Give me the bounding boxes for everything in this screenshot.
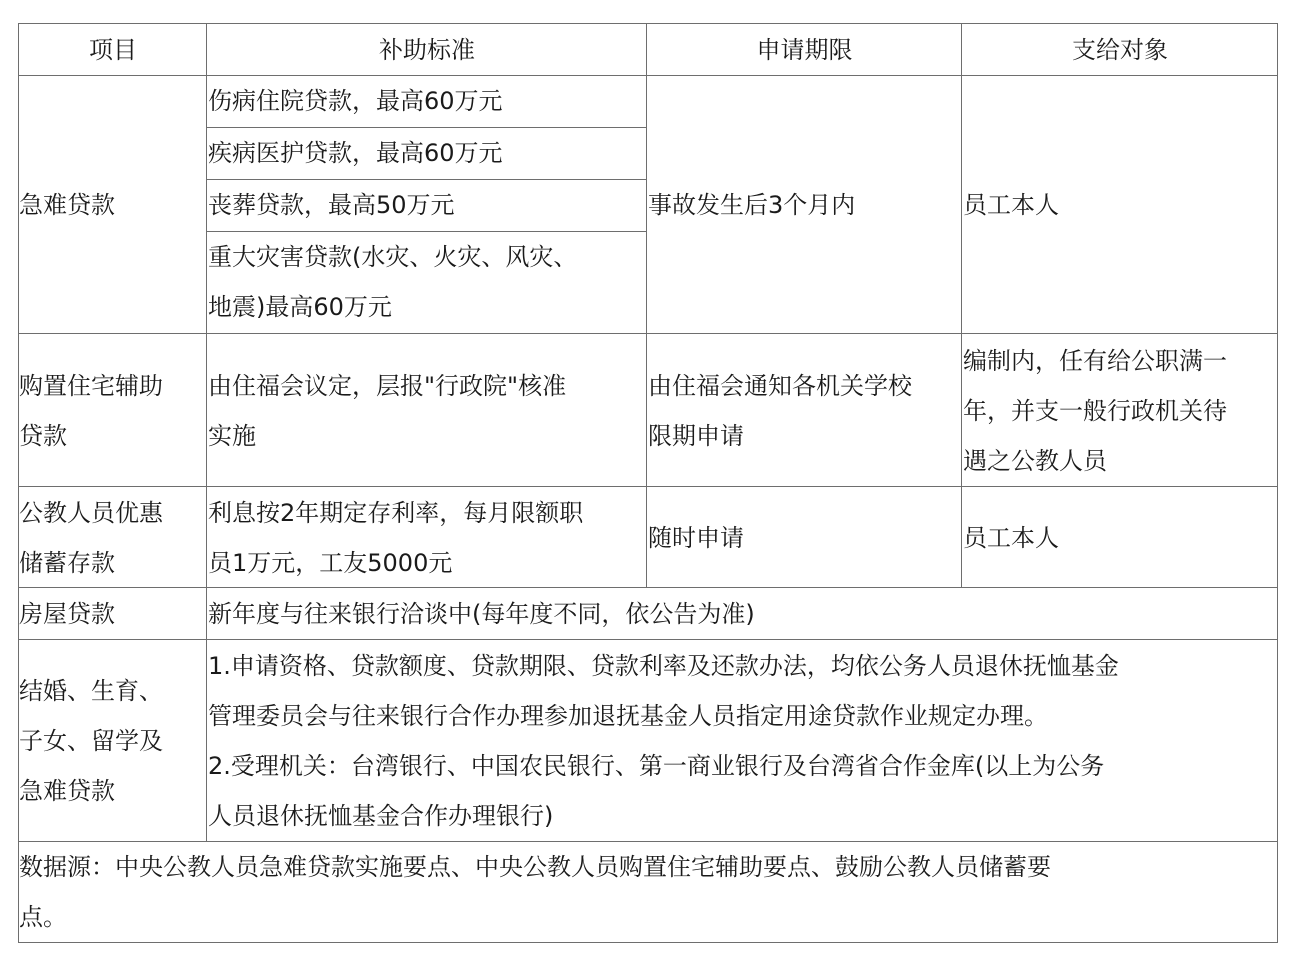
row-emergency-item [19, 76, 207, 334]
grid-line [207, 179, 647, 180]
cell-text: 员工本人 [963, 191, 1059, 219]
cell-text: 丧葬贷款，最高50万元 [208, 191, 455, 219]
cell-text: 重大灾害贷款(水灾、火灾、风灾、 [208, 243, 578, 271]
grid-line [19, 841, 1277, 842]
header-item [19, 24, 207, 76]
grid-line [207, 231, 647, 232]
cell-text: 限期申请 [648, 421, 744, 450]
header-recipient-label: 支给对象 [1072, 36, 1168, 64]
row-house-loan-item [19, 588, 207, 640]
row-housing-purchase-period [648, 334, 962, 487]
cell-text: 2.受理机关：台湾银行、中国农民银行、第一商业银行及台湾省合作金库(以上为公务 [208, 752, 1105, 780]
grid-line [206, 24, 207, 842]
header-recipient [962, 24, 1278, 76]
row-savings-period [648, 487, 962, 588]
cell-text: 员工本人 [963, 523, 1059, 552]
cell-text: 遇之公教人员 [963, 446, 1107, 475]
cell-text: 新年度与往来银行洽谈中(每年度不同，依公告为准) [208, 600, 755, 628]
cell-text: 人员退休抚恤基金合作办理银行) [208, 802, 554, 830]
cell-text: 购置住宅辅助 [19, 371, 163, 400]
row-marriage-item [19, 640, 207, 842]
cell-text: 贷款 [19, 421, 67, 450]
row-marriage-standard [208, 640, 1277, 842]
cell-text: 疾病医护贷款，最高60万元 [208, 139, 503, 167]
cell-text: 事故发生后3个月内 [648, 191, 856, 219]
cell-text: 年，并支一般行政机关待 [963, 396, 1227, 425]
cell-text: 1.申请资格、贷款额度、贷款期限、贷款利率及还款办法，均依公务人员退休抚恤基金 [208, 652, 1119, 680]
grid-line [19, 486, 1277, 487]
cell-text: 点。 [19, 903, 67, 931]
cell-text: 数据源：中央公教人员急难贷款实施要点、中央公教人员购置住宅辅助要点、鼓励公教人员储蓄要 [19, 853, 1051, 881]
row-savings-standard [208, 487, 647, 588]
row-emergency-period [648, 76, 962, 334]
row-emergency-recipient [963, 76, 1277, 334]
grid-line [646, 24, 647, 588]
header-period-label: 申请期限 [756, 36, 853, 64]
cell-text: 编制内，任有给公职满一 [963, 346, 1227, 375]
cell-text: 实施 [208, 421, 256, 450]
grid-line [19, 639, 1277, 640]
header-period [647, 24, 962, 76]
cell-text: 急难贷款 [19, 191, 115, 219]
cell-text: 房屋贷款 [19, 600, 115, 628]
grid-line [19, 587, 1277, 588]
grid-line [19, 75, 1277, 76]
cell-text: 伤病住院贷款，最高60万元 [208, 87, 503, 115]
grid-line [961, 24, 962, 588]
row-housing-purchase-recipient [963, 334, 1277, 487]
row-house-loan-standard [208, 588, 1277, 640]
row-emergency-standard-2 [208, 128, 647, 180]
cell-text: 地震)最高60万元 [208, 293, 392, 321]
grid-line [19, 333, 1277, 334]
grid-line [207, 127, 647, 128]
header-standard [207, 24, 647, 76]
loan-subsidy-table [18, 23, 1278, 943]
header-standard-label: 补助标准 [379, 36, 475, 64]
row-housing-purchase-standard [208, 334, 647, 487]
cell-text: 公教人员优惠 [19, 498, 163, 527]
cell-text: 由住福会通知各机关学校 [648, 371, 912, 400]
row-emergency-standard-1 [208, 76, 647, 128]
cell-text: 利息按2年期定存利率，每月限额职 [208, 498, 584, 527]
cell-text: 员1万元，工友5000元 [208, 548, 453, 577]
cell-text: 随时申请 [648, 523, 744, 552]
cell-text: 由住福会议定，层报"行政院"核准 [208, 371, 567, 400]
row-savings-recipient [963, 487, 1277, 588]
cell-text: 结婚、生育、 [19, 677, 163, 705]
row-emergency-standard-4 [208, 232, 647, 334]
cell-text: 管理委员会与往来银行合作办理参加退抚基金人员指定用途贷款作业规定办理。 [208, 702, 1048, 730]
row-housing-purchase-item [19, 334, 207, 487]
cell-text: 急难贷款 [19, 777, 115, 805]
source-note [19, 842, 1277, 942]
cell-text: 子女、留学及 [19, 727, 163, 755]
cell-text: 储蓄存款 [19, 548, 115, 577]
row-savings-item [19, 487, 207, 588]
header-item-label: 项目 [89, 36, 137, 64]
row-emergency-standard-3 [208, 180, 647, 232]
